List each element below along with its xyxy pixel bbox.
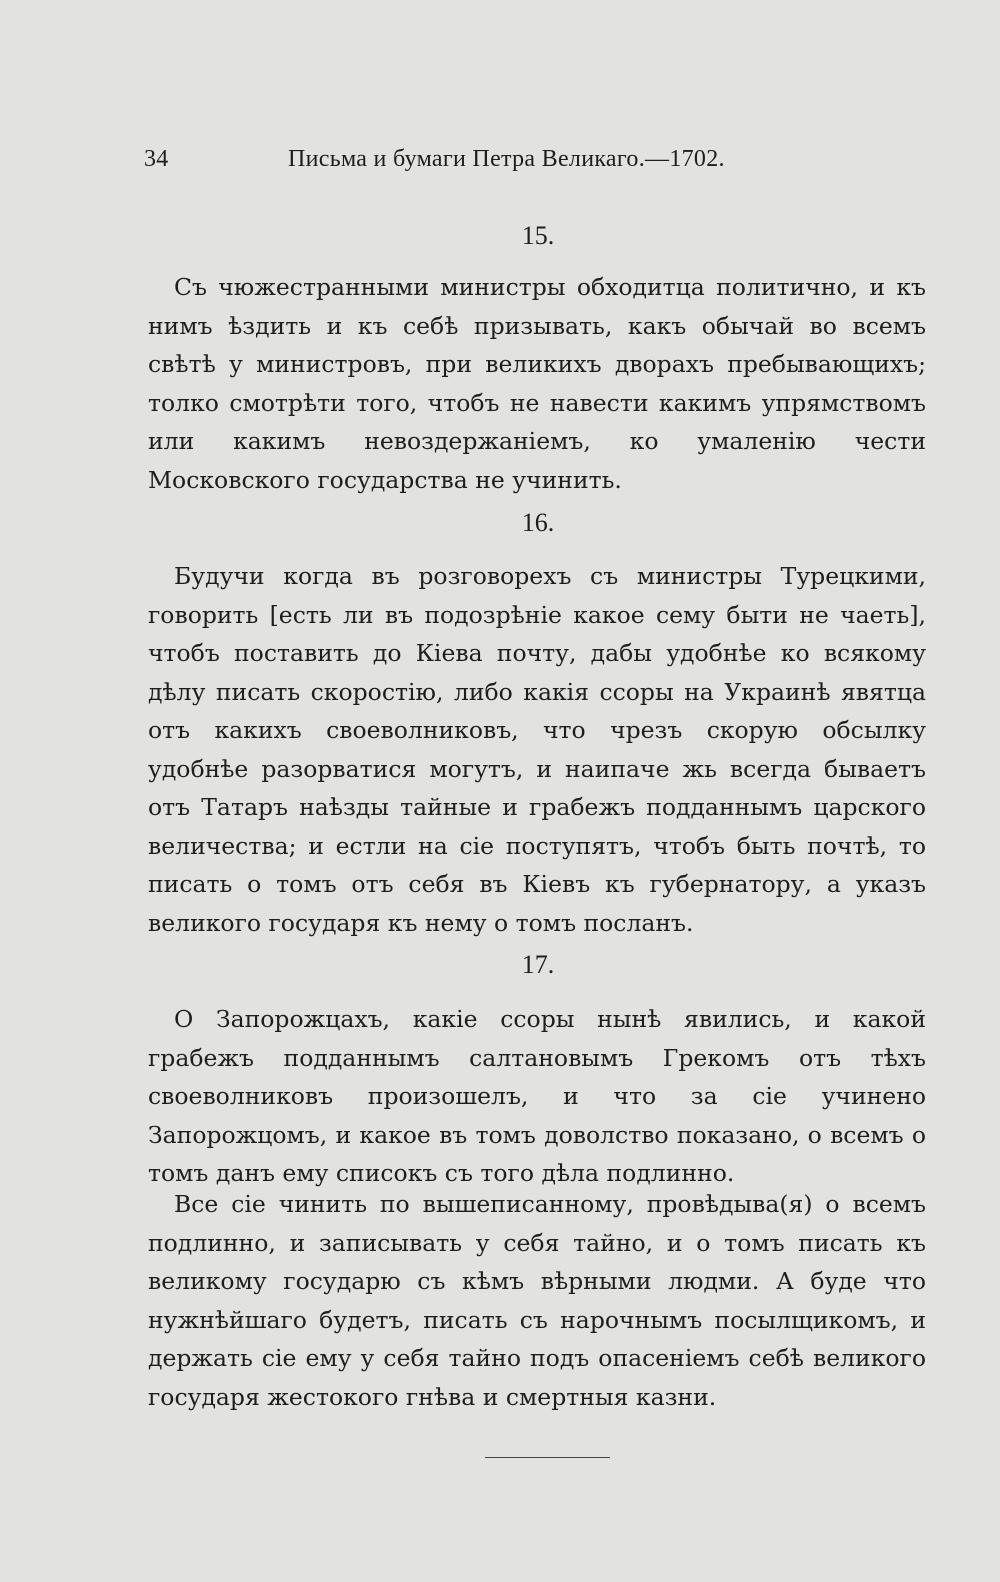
section-17-paragraph-1: О Запорожцахъ, какіе ссоры нынѣ явились, и какой грабежъ подданнымъ салтановымъ Грекомъ отъ тѣхъ своеволниковъ произошелъ, и что за сіе учинено Запорожцомъ, и какое въ томъ доволство показано, о всемъ о томъ данъ ему списокъ съ того дѣла подлинно. [148, 1005, 926, 1187]
section-number-17: 17. [521, 950, 555, 979]
page-number: 34 [144, 146, 169, 172]
section-number-15: 15. [521, 221, 555, 250]
section-15-paragraph: Съ чюжестранными министры обходитца политично, и къ нимъ ѣздить и къ себѣ призывать, какъ обычай во всемъ свѣтѣ у министровъ, при великихъ дворахъ пребывающихъ; толко смотрѣти того, чтобъ не навести какимъ упрямствомъ или какимъ невоздержаніемъ, ко умаленію чести Московского государства не учинить. [148, 273, 926, 494]
header-title: Письма и бумаги Петра Великаго.—1702. [288, 146, 725, 172]
section-16-paragraph: Будучи когда въ розговорехъ съ министры Турецкими, говорить [есть ли въ подозрѣніе какое сему быти не чаеть], чтобъ поставить до Кіева почту, дабы удобнѣе ко всякому дѣлу писать скоростію, либо какія ссоры на Украинѣ явятца отъ какихъ своеволниковъ, что чрезъ скорую обсылку удобнѣе разорватися могутъ, и наипаче жь всегда бываетъ отъ Татаръ наѣзды тайные и грабежъ подданнымъ царского величества; и естли на сіе поступятъ, чтобъ быть почтѣ, то писать о томъ отъ себя въ Кіевъ къ губернатору, а указъ великого государя къ нему о томъ посланъ. [148, 562, 926, 937]
closing-rule [485, 1457, 610, 1458]
section-number-16: 16. [521, 508, 555, 537]
section-17-paragraph-2: Все сіе чинить по вышеписанному, провѣдыва(я) о всемъ подлинно, и записывать у себя тайно, и о томъ писать къ великому государю съ кѣмъ вѣрными людми. А буде что нужнѣйшаго будетъ, писать съ нарочнымъ посылщикомъ, и держать сіе ему у себя тайно подъ опасеніемъ себѣ великого государя жестокого гнѣва и смертныя казни. [148, 1190, 926, 1411]
running-head [140, 146, 770, 186]
